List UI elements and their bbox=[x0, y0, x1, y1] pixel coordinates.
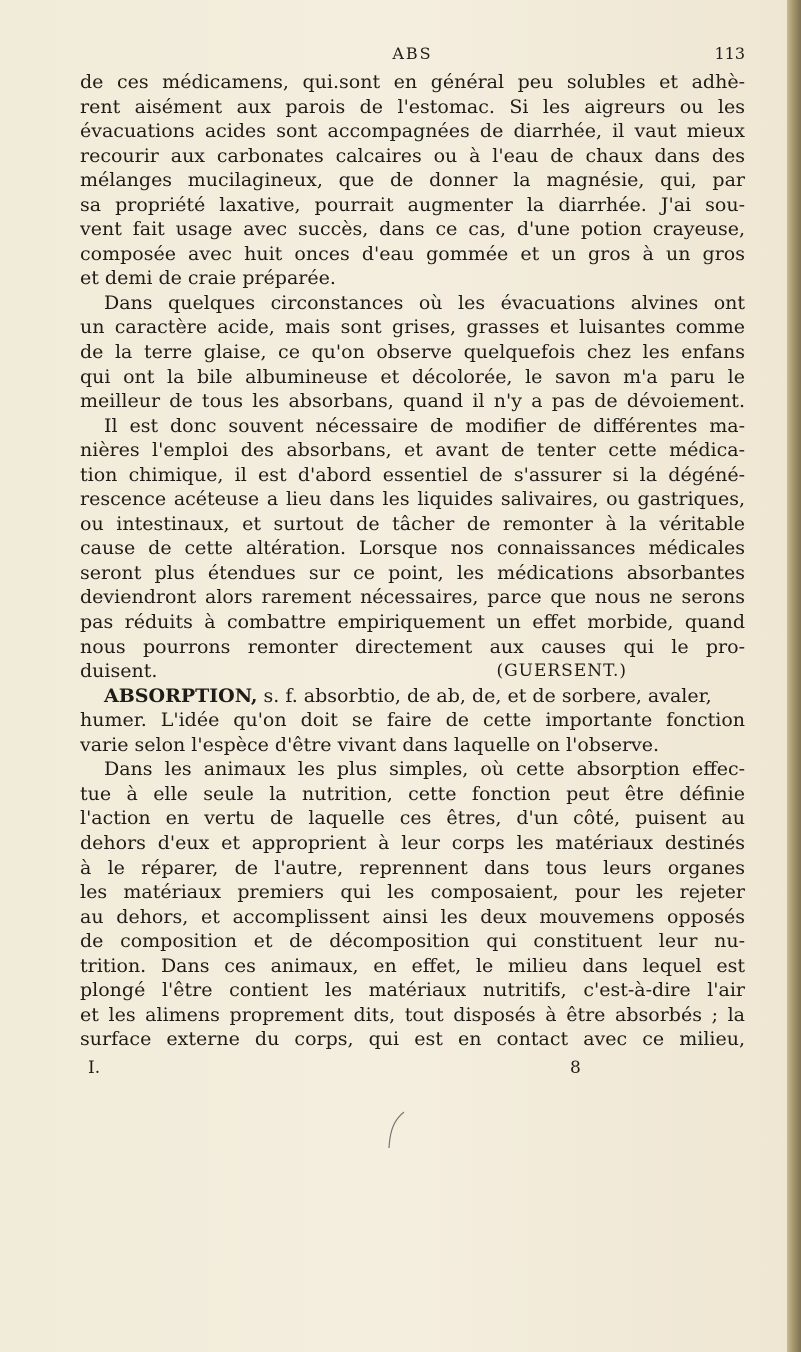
running-head-title: ABS bbox=[392, 44, 433, 63]
text-line: ou intestinaux, et surtout de tâcher de remonter à la véritable bbox=[80, 512, 745, 535]
text-line: Il est donc souvent nécessaire de modifier de différentes ma- bbox=[104, 414, 745, 437]
text-line: pas réduits à combattre empiriquement un effet morbide, quand bbox=[80, 611, 745, 634]
text-line: plongé l'être contient les matériaux nutritifs, c'est-à-dire l'air bbox=[80, 979, 745, 1002]
text-line: et demi de craie préparée. bbox=[80, 267, 336, 290]
text-line: nous pourrons remonter directement aux causes qui le pro- bbox=[80, 635, 745, 658]
text-line: qui ont la bile albumineuse et décolorée, le savon m'a paru le bbox=[80, 365, 745, 388]
page-number: 113 bbox=[714, 44, 745, 63]
text-line: et les alimens proprement dits, tout disposés à être absorbés ; la bbox=[80, 1003, 745, 1026]
text-line: Dans quelques circonstances où les évacuations alvines ont bbox=[104, 291, 745, 314]
text-line: humer. L'idée qu'on doit se faire de cette importante fonction bbox=[80, 709, 745, 732]
text-line: surface externe du corps, qui est en contact avec ce milieu, bbox=[80, 1028, 745, 1051]
text-line: varie selon l'espèce d'être vivant dans laquelle on l'observe. bbox=[80, 733, 660, 756]
text-line: les matériaux premiers qui les composaient, pour les rejeter bbox=[80, 881, 745, 904]
text-line: sa propriété laxative, pourrait augmenter la diarrhée. J'ai sou- bbox=[80, 193, 745, 216]
text-line: à le réparer, de l'autre, reprennent dans tous leurs organes bbox=[80, 856, 745, 879]
text-line: tue à elle seule la nutrition, cette fonction peut être définie bbox=[80, 782, 745, 805]
text-line: Dans les animaux les plus simples, où cette absorption effec- bbox=[104, 758, 745, 781]
text-block bbox=[80, 70, 745, 1052]
text-line: duisent. bbox=[80, 660, 158, 683]
text-line: de composition et de décomposition qui constituent leur nu- bbox=[80, 930, 745, 953]
text-line: cause de cette altération. Lorsque nos connaissances médicales bbox=[80, 537, 745, 560]
text-line: évacuations acides sont accompagnées de diarrhée, il vaut mieux bbox=[80, 120, 745, 143]
text-line: vent fait usage avec succès, dans ce cas, d'une potion crayeuse, bbox=[80, 218, 745, 241]
text-line: composée avec huit onces d'eau gommée et un gros à un gros bbox=[80, 242, 745, 265]
text-line: rent aisément aux parois de l'estomac. Si les aigreurs ou les bbox=[80, 95, 745, 118]
page-edge-shadow bbox=[787, 0, 801, 1352]
entry-first-line bbox=[80, 684, 745, 709]
text-line: rescence acéteuse a lieu dans les liquides salivaires, ou gastriques, bbox=[80, 488, 745, 511]
text-line: seront plus étendues sur ce point, les médications absorbantes bbox=[80, 561, 745, 584]
sheet-signature: 8 bbox=[570, 1058, 581, 1078]
text-line: deviendront alors rarement nécessaires, parce que nous ne serons bbox=[80, 586, 745, 609]
text-line: au dehors, et accomplissent ainsi les deux mouvemens opposés bbox=[80, 905, 745, 928]
text-line: recourir aux carbonates calcaires ou à l'eau de chaux dans des bbox=[80, 144, 745, 167]
text-line: de la terre glaise, ce qu'on observe quelquefois chez les enfans bbox=[80, 341, 745, 364]
text-line: tion chimique, il est d'abord essentiel de s'assurer si la dégéné- bbox=[80, 463, 745, 486]
text-line: mélanges mucilagineux, que de donner la magnésie, qui, par bbox=[80, 169, 745, 192]
volume-signature: I. bbox=[88, 1058, 101, 1078]
text-line: de ces médicamens, qui.sont en général peu solubles et adhè- bbox=[80, 71, 745, 93]
text-line: meilleur de tous les absorbans, quand il n'y a pas de dévoiement. bbox=[80, 390, 745, 413]
author-signature: (GUERSENT.) bbox=[496, 661, 627, 682]
text-line: un caractère acide, mais sont grises, grasses et luisantes comme bbox=[80, 316, 745, 339]
text-line: trition. Dans ces animaux, en effet, le milieu dans lequel est bbox=[80, 954, 745, 977]
author-line bbox=[80, 659, 745, 684]
running-head bbox=[80, 44, 745, 64]
text-line: l'action en vertu de laquelle ces êtres, d'un côté, puisent au bbox=[80, 807, 745, 830]
entry-headword: ABSORPTION, bbox=[104, 684, 258, 707]
text-line: nières l'emploi des absorbans, et avant de tenter cette médica- bbox=[80, 439, 745, 462]
text-line: dehors d'eux et approprient à leur corps les matériaux destinés bbox=[80, 831, 745, 854]
entry-definition: s. f. absorbtio, de ab, de, et de sorbere, avaler, bbox=[257, 684, 712, 707]
pencil-mark-icon bbox=[384, 1110, 408, 1150]
page-footer bbox=[84, 1058, 754, 1080]
